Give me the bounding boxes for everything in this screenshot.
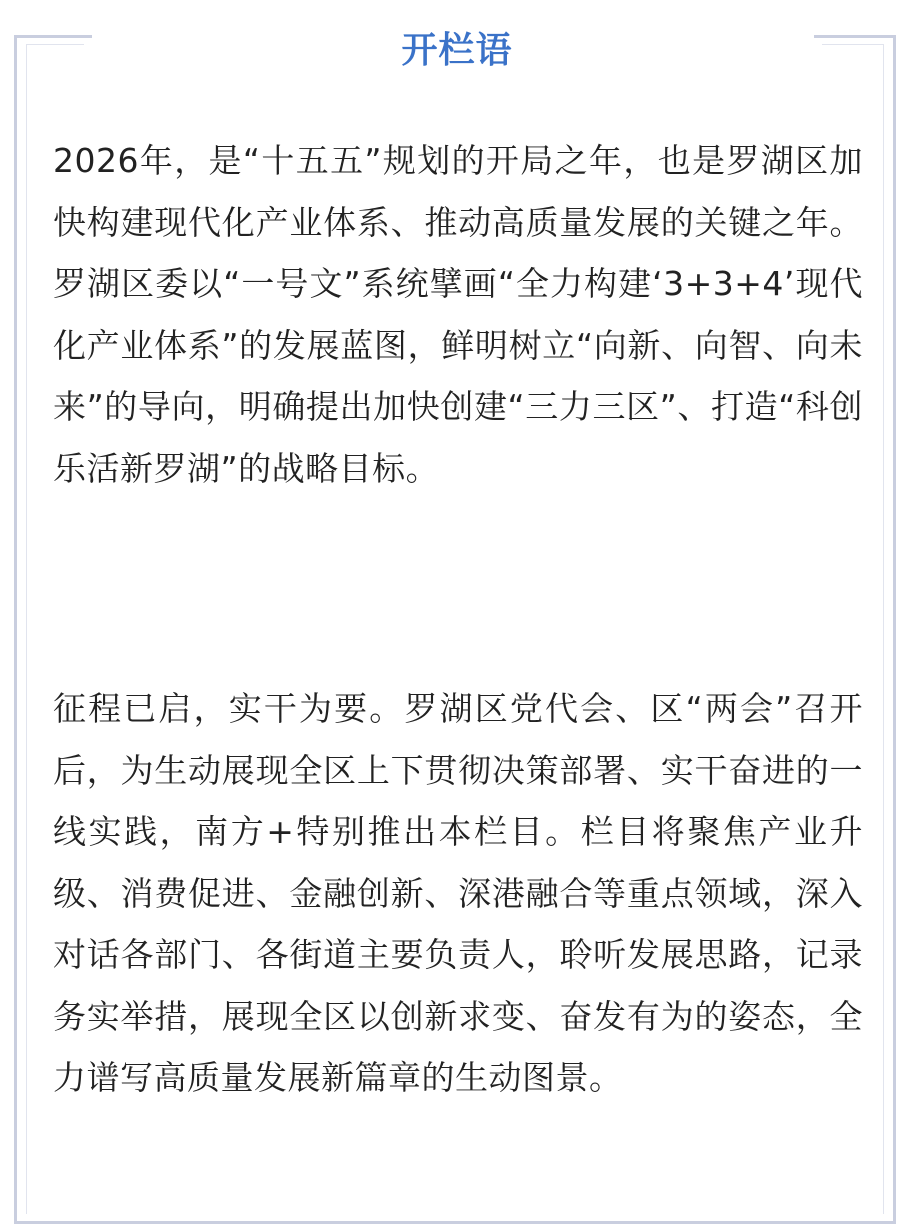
page-title: 开栏语 bbox=[401, 30, 513, 71]
paragraph-intro: 2026年，是“十五五”规划的开局之年，也是罗湖区加快构建现代化产业体系、推动高质量发展的关键之年。罗湖区委以“一号文”系统擘画“全力构建‘3+3+4’现代化产业体系”的发展蓝图，鲜明树立“向新、向智、向未来”的导向，明确提出加快创建“三力三区”、打造“科创乐活新罗湖”的战略目标。 bbox=[53, 141, 863, 488]
frame-inner-left-border bbox=[26, 44, 27, 1214]
paragraph-column-intro: 征程已启，实干为要。罗湖区党代会、区“两会”召开后，为生动展现全区上下贯彻决策部署、实干奋进的一线实践，南方+特别推出本栏目。栏目将聚焦产业升级、消费促进、金融创新、深港融合等重点领域，深入对话各部门、各街道主要负责人，聆听发展思路，记录务实举措，展现全区以创新求变、奋发有为的姿态，全力谱写高质量发展新篇章的生动图景。 bbox=[53, 689, 863, 1097]
frame-right-border bbox=[893, 37, 896, 1222]
frame-inner-right-border bbox=[883, 44, 884, 1214]
frame-left-border bbox=[14, 37, 17, 1222]
frame-bottom-border bbox=[14, 1221, 896, 1224]
